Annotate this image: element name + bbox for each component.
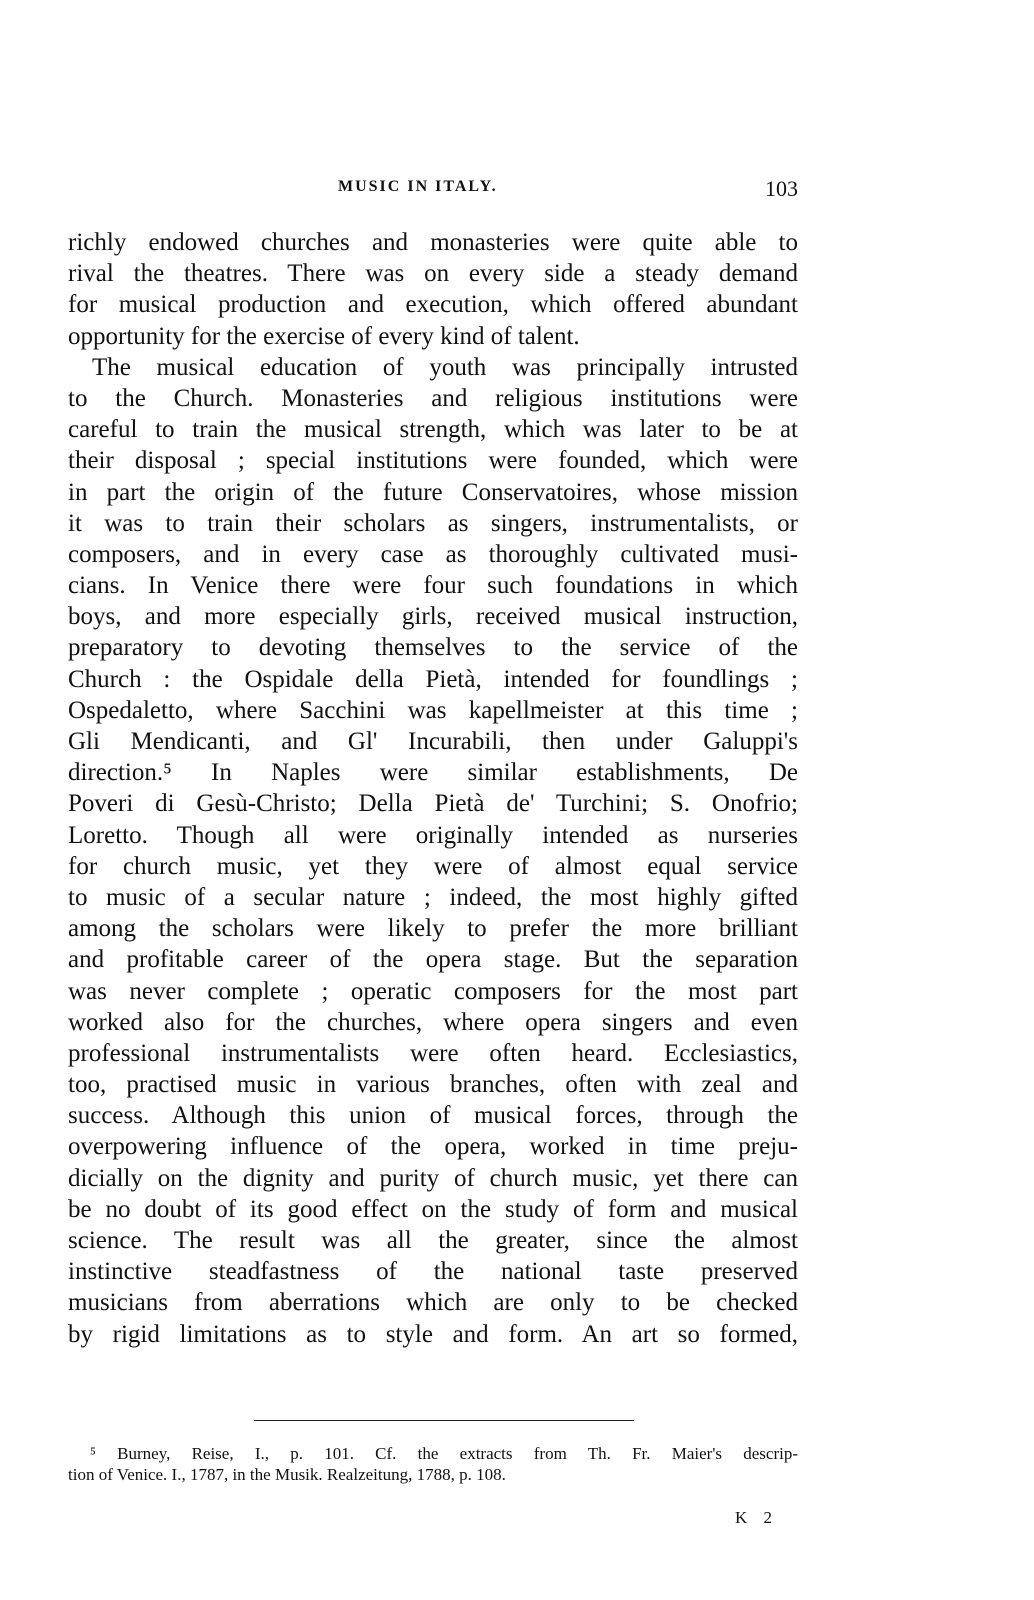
text-line: Church : the Ospidale della Pietà, intended for foundlings ; [68, 665, 798, 693]
signature-mark: K 2 [735, 1508, 779, 1527]
text-line: composers, and in every case as thoroughly cultivated musi- [68, 540, 798, 568]
text-line: for church music, yet they were of almost equal service [68, 852, 798, 880]
text-line: Gli Mendicanti, and Gl' Incurabili, then under Galuppi's [68, 728, 798, 755]
text-line: musicians from aberrations which are only to be checked [68, 1289, 798, 1317]
text-line: their disposal ; special institutions were founded, which were [68, 447, 798, 475]
text-line: Loretto. Though all were originally intended as nurseries [68, 821, 798, 849]
text-line: rival the theatres. There was on every side a steady demand [68, 260, 798, 288]
text-line: direction.⁵ In Naples were similar establishments, De [68, 759, 798, 787]
text-line: opportunity for the exercise of every kind of talent. [68, 322, 580, 350]
footnote-line: ⁵ Burney, Reise, I., p. 101. Cf. the extracts from Th. Fr. Maier's descrip- [90, 1444, 798, 1463]
body-text [68, 227, 798, 1350]
text-line: be no doubt of its good effect on the study of form and musical [68, 1195, 798, 1223]
text-line: among the scholars were likely to prefer the more brilliant [68, 915, 798, 943]
running-header [68, 178, 798, 208]
text-line: worked also for the churches, where opera singers and even [68, 1008, 798, 1036]
text-line: science. The result was all the greater, since the almost [68, 1227, 798, 1254]
text-line: Poveri di Gesù-Christo; Della Pietà de' Turchini; S. Onofrio; [68, 790, 798, 818]
text-line: success. Although this union of musical forces, through the [68, 1102, 798, 1130]
text-line: The musical education of youth was principally intrusted [92, 353, 798, 381]
text-line: dicially on the dignity and purity of church music, yet there can [68, 1164, 798, 1192]
text-line: by rigid limitations as to style and form. An art so formed, [68, 1320, 798, 1348]
text-line: to music of a secular nature ; indeed, the most highly gifted [68, 883, 798, 911]
footnotes [68, 1443, 798, 1485]
text-line: for musical production and execution, which offered abundant [68, 291, 798, 319]
text-line: boys, and more especially girls, received musical instruction, [68, 603, 798, 631]
page-number: 103 [765, 176, 798, 201]
text-line: was never complete ; operatic composers for the most part [68, 977, 798, 1005]
text-line: too, practised music in various branches, often with zeal and [68, 1071, 798, 1099]
text-line: Ospedaletto, where Sacchini was kapellmeister at this time ; [68, 696, 798, 724]
text-line: cians. In Venice there were four such foundations in which [68, 572, 798, 600]
text-line: and profitable career of the opera stage. But the separation [68, 946, 798, 974]
text-line: instinctive steadfastness of the national taste preserved [68, 1258, 798, 1286]
footnote-divider [254, 1420, 634, 1421]
text-line: overpowering influence of the opera, worked in time preju- [68, 1133, 798, 1161]
text-line: careful to train the musical strength, which was later to be at [68, 416, 798, 444]
text-line: in part the origin of the future Conservatoires, whose mission [68, 478, 798, 506]
footnote-line: tion of Venice. I., 1787, in the Musik. Realzeitung, 1788, p. 108. [68, 1465, 506, 1484]
running-title: MUSIC IN ITALY. [338, 178, 498, 195]
text-line: it was to train their scholars as singers, instrumentalists, or [68, 509, 798, 537]
text-line: professional instrumentalists were often heard. Ecclesiastics, [68, 1039, 798, 1067]
text-line: preparatory to devoting themselves to the service of the [68, 634, 798, 662]
text-line: to the Church. Monasteries and religious institutions were [68, 384, 798, 412]
text-line: richly endowed churches and monasteries were quite able to [68, 229, 798, 256]
